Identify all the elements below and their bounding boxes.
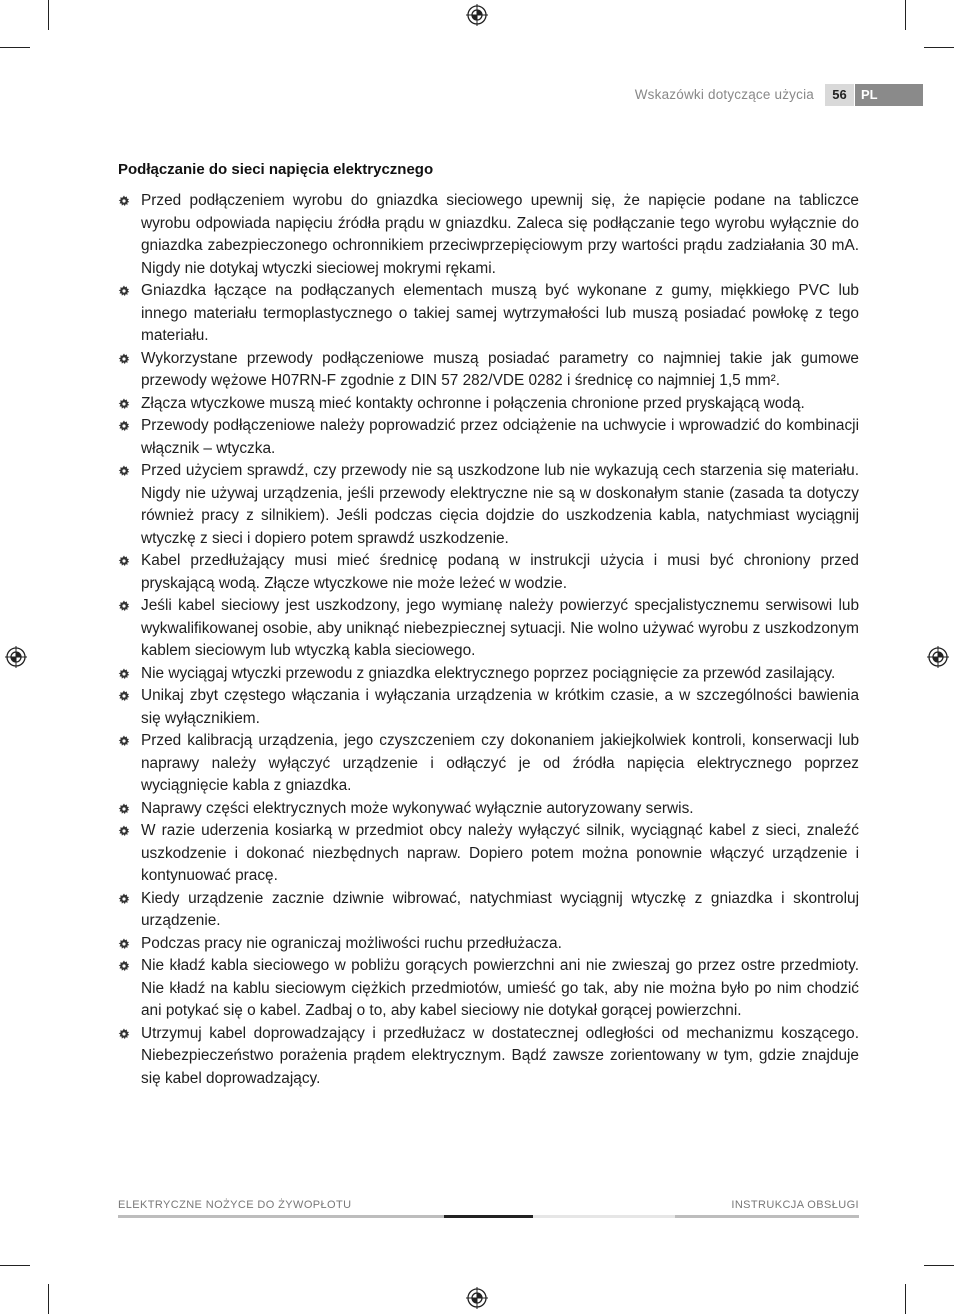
list-item [118, 820, 859, 888]
list-item [118, 280, 859, 348]
list-item-text: Naprawy części elektrycznych może wykonywać wyłącznie autoryzowany serwis. [141, 799, 694, 817]
list-item-text: Nie wyciągaj wtyczki przewodu z gniazdka elektrycznego poprzez pociągnięcie za przewód zasilający. [141, 664, 836, 682]
list-item [118, 415, 859, 460]
list-item [118, 190, 859, 280]
footer-document-type: INSTRUKCJA OBSŁUGI [731, 1199, 859, 1211]
crop-mark [48, 0, 49, 30]
registration-mark-icon [5, 646, 27, 668]
crop-mark [905, 1284, 906, 1314]
list-item [118, 955, 859, 1023]
footer-rule [675, 1215, 859, 1218]
gear-bullet-icon [118, 555, 130, 567]
header-title: Wskazówki dotyczące użycia [634, 87, 814, 102]
gear-bullet-icon [118, 398, 130, 410]
crop-mark [0, 47, 30, 48]
list-item [118, 348, 859, 393]
list-item [118, 663, 859, 686]
list-item-text: Utrzymuj kabel doprowadzający i przedłużacz w dostatecznej odległości od mechanizmu koszącego. Niebezpieczeństwo porażenia prądem elektrycznym. Bądź zawsze zorientowany w tym, gdzie znajduje się kabel doprowadzający. [141, 1024, 859, 1087]
gear-bullet-icon [118, 353, 130, 365]
list-item-text: Przed użyciem sprawdź, czy przewody nie są uszkodzone lub nie wykazują cech starzenia się materiału. Nigdy nie używaj urządzenia, jeśli przewody elektryczne nie są w doskonałym stanie (zasada ta dotyczy również pracy z silnikiem). Jeśli podczas cięcia dojdzie do uszkodzenia kabla, natychmiast wyciągnij wtyczkę z sieci i dopiero potem sprawdź uszkodzenie. [141, 462, 859, 547]
gear-bullet-icon [118, 825, 130, 837]
footer-rule-accent [444, 1215, 533, 1218]
crop-mark [905, 0, 906, 30]
footer-rule [533, 1215, 675, 1218]
registration-mark-icon [466, 1287, 488, 1309]
list-item [118, 393, 859, 416]
gear-bullet-icon [118, 600, 130, 612]
gear-bullet-icon [118, 735, 130, 747]
crop-mark [924, 1265, 954, 1266]
crop-mark [48, 1284, 49, 1314]
bullet-list [118, 190, 859, 1090]
list-item-text: Przed kalibracją urządzenia, jego czyszczeniem czy dokonaniem jakiejkolwiek kontroli, konserwacji lub naprawy należy wyłączyć urządzenie i odłączyć je od źródła napięcia elektrycznego poprzez wyciągnięcie kabla z gniazdka. [141, 732, 859, 794]
gear-bullet-icon [118, 285, 130, 297]
list-item-text: Podczas pracy nie ograniczaj możliwości ruchu przedłużacza. [141, 934, 562, 952]
list-item-text: Przewody podłączeniowe należy poprowadzić przez odciążenie na uchwycie i wprowadzić do kombinacji włącznik – wtyczka. [141, 417, 859, 457]
registration-mark-icon [927, 646, 949, 668]
list-item-text: Wykorzystane przewody podłączeniowe muszą posiadać parametry co najmniej takie jak gumowe przewody wężowe H07RN-F zgodnie z DIN 57 282/VDE 0282 i średnicę co najmniej 1,5 mm². [141, 349, 859, 389]
crop-mark [0, 1265, 30, 1266]
gear-bullet-icon [118, 420, 130, 432]
language-badge: PL [855, 84, 923, 106]
gear-bullet-icon [118, 893, 130, 905]
list-item-text: W razie uderzenia kosiarką w przedmiot obcy należy wyłączyć silnik, wyciągnąć kabel z sieci, znaleźć uszkodzenie i dokonać niezbędnych napraw. Dopiero potem można ponownie włączyć urządzenie i kontynuować pracę. [141, 822, 859, 884]
section-title: Podłączanie do sieci napięcia elektrycznego [118, 161, 434, 178]
list-item [118, 730, 859, 798]
list-item [118, 888, 859, 933]
list-item-text: Kabel przedłużający musi mieć średnicę podaną w instrukcji użycia i musi być chroniony przed pryskającą wodą. Złącze wtyczkowe nie może leżeć w wodzie. [141, 552, 859, 592]
list-item-text: Przed podłączeniem wyrobu do gniazdka sieciowego upewnij się, że napięcie podane na tabliczce wyrobu odpowiada napięciu źródła prądu w gniazdku. Zaleca się podłączanie tego wyrobu wyłącznie do gniazdka zabezpieczonego ochronnikiem przeciwprzepięciowym przy wartości prądu zadziałania 30 mA. Nigdy nie dotykaj wtyczki sieciowej mokrymi rękami. [141, 192, 859, 277]
list-item-text: Unikaj zbyt częstego włączania i wyłączania urządzenia w krótkim czasie, a w szczególności bawienia się wyłącznikiem. [141, 687, 859, 727]
footer-product-name: ELEKTRYCZNE NOŻYCE DO ŻYWOPŁOTU [118, 1199, 352, 1211]
gear-bullet-icon [118, 960, 130, 972]
list-item [118, 550, 859, 595]
crop-mark [924, 47, 954, 48]
gear-bullet-icon [118, 1028, 130, 1040]
list-item [118, 460, 859, 550]
gear-bullet-icon [118, 465, 130, 477]
gear-bullet-icon [118, 195, 130, 207]
gear-bullet-icon [118, 668, 130, 680]
list-item-text: Gniazdka łączące na podłączanych elementach muszą być wykonane z gumy, miękkiego PVC lub innego materiału termoplastycznego o takiej samej wytrzymałości lub muszą posiadać powłokę z tego materiału. [141, 282, 859, 344]
list-item [118, 1023, 859, 1091]
list-item-text: Złącza wtyczkowe muszą mieć kontakty ochronne i połączenia chronione przed pryskającą wodą. [141, 394, 805, 412]
list-item [118, 933, 859, 956]
list-item-text: Kiedy urządzenie zacznie dziwnie wibrować, natychmiast wyciągnij wtyczkę z gniazdka i skontroluj urządzenie. [141, 889, 859, 929]
list-item [118, 685, 859, 730]
list-item-text: Jeśli kabel sieciowy jest uszkodzony, jego wymianę należy powierzyć specjalistycznemu serwisowi lub wykwalifikowanej osobie, aby uniknąć niebezpiecznej sytuacji. Nie wolno używać wyrobu z uszkodzonym kablem sieciowym lub wtyczką kabla sieciowego. [141, 597, 859, 659]
list-item [118, 595, 859, 663]
list-item-text: Nie kładź kabla sieciowego w pobliżu gorących powierzchni ani nie zwieszaj go przez ostre przedmioty. Nie kładź na kablu sieciowym ciężkich przedmiotów, umieść go tak, aby nie można było po nim chodzić ani potykać się o kabel. Zadbaj o to, aby kabel sieciowy nie dotykał gorącej powierzchni. [141, 957, 859, 1019]
list-item [118, 798, 859, 821]
gear-bullet-icon [118, 938, 130, 950]
page-number: 56 [825, 84, 854, 106]
gear-bullet-icon [118, 803, 130, 815]
registration-mark-icon [466, 4, 488, 26]
footer-rule [118, 1215, 444, 1218]
gear-bullet-icon [118, 690, 130, 702]
